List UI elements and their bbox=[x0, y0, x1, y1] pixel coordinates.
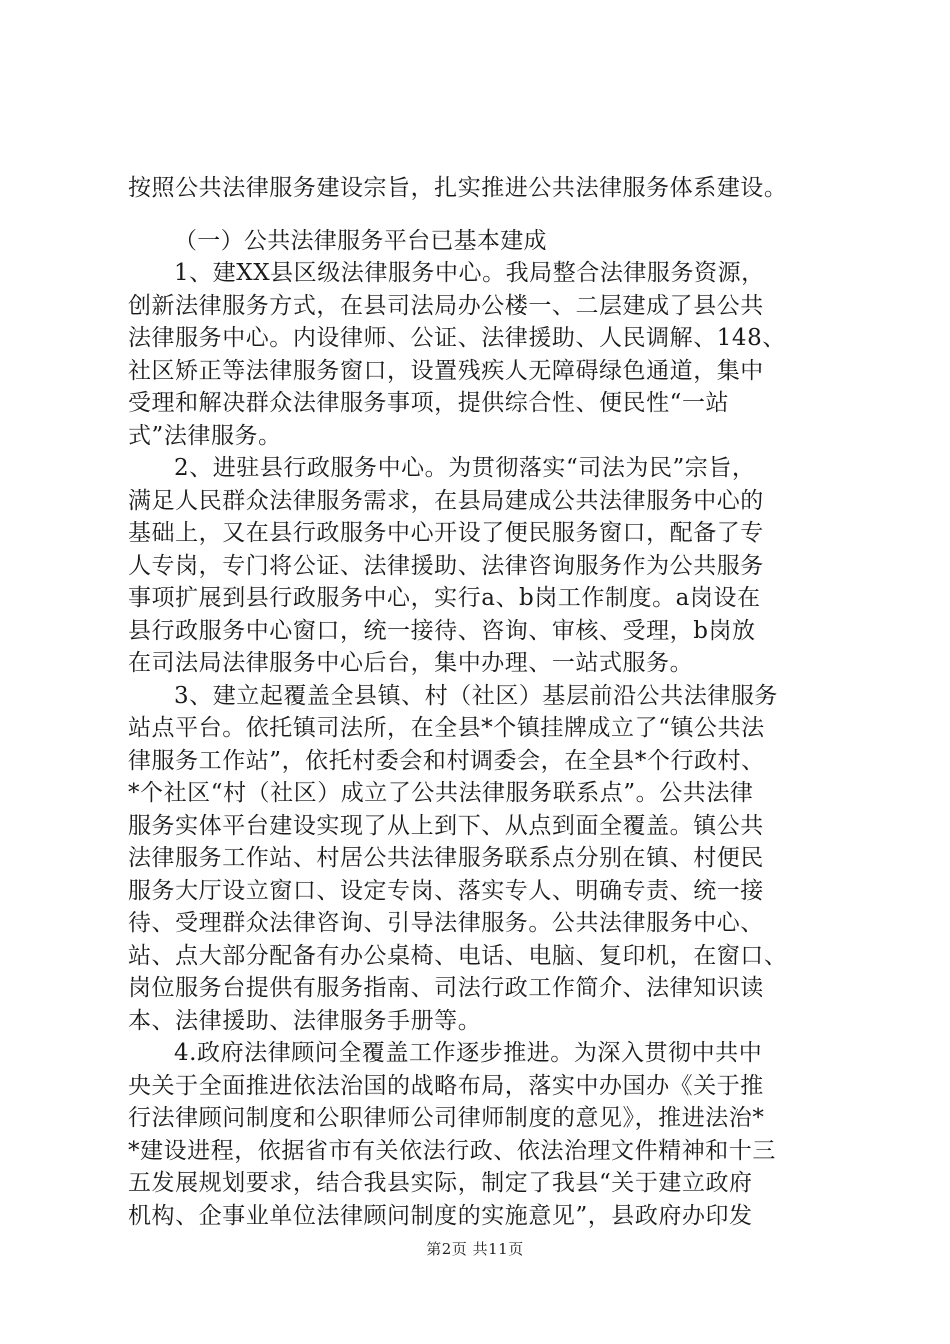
paragraph-line: 机构、企事业单位法律顾问制度的实施意见”，县政府办印发 bbox=[128, 1202, 753, 1229]
paragraph-line: 央关于全面推进依法治国的战略布局，落实中办国办《关于推 bbox=[128, 1072, 764, 1099]
paragraph-line: 4.政府法律顾问全覆盖工作逐步推进。为深入贯彻中共中 bbox=[174, 1040, 763, 1066]
paragraph-line: 受理和解决群众法律服务事项，提供综合性、便民性“一站 bbox=[128, 390, 730, 416]
paragraph-line: 五发展规划要求，结合我县实际，制定了我县“关于建立政府 bbox=[128, 1170, 753, 1196]
page-indicator: 第2页 共11页 bbox=[426, 1240, 524, 1258]
paragraph-line: 行法律顾问制度和公职律师公司律师制度的意见》，推进法治* bbox=[128, 1105, 765, 1131]
paragraph-line: 社区矫正等法律服务窗口，设置残疾人无障碍绿色通道，集中 bbox=[128, 357, 764, 384]
paragraph-line: 在司法局法律服务中心后台，集中办理、一站式服务。 bbox=[128, 650, 694, 676]
document-body bbox=[128, 172, 848, 1232]
paragraph-line: 岗位服务台提供有服务指南、司法行政工作简介、法律知识读 bbox=[128, 975, 764, 1001]
section-heading: （一）公共法律服务平台已基本建成 bbox=[174, 227, 547, 254]
paragraph-3 bbox=[128, 680, 848, 1038]
paragraph-2 bbox=[128, 452, 848, 680]
lead-line: 按照公共法律服务建设宗旨，扎实推进公共法律服务体系建设。 bbox=[128, 175, 788, 201]
paragraph-line: 2、进驻县行政服务中心。为贯彻落实“司法为民”宗旨， bbox=[174, 455, 756, 481]
paragraph-line: 满足人民群众法律服务需求，在县局建成公共法律服务中心的 bbox=[128, 487, 764, 514]
paragraph-line: 1、建XX县区级法律服务中心。我局整合法律服务资源， bbox=[174, 260, 765, 286]
paragraph-line: 事项扩展到县行政服务中心，实行a、b岗工作制度。a岗设在 bbox=[128, 585, 761, 611]
paragraph-line: *个社区“村（社区）成立了公共法律服务联系点”。公共法律 bbox=[128, 780, 754, 806]
paragraph-1 bbox=[128, 257, 848, 452]
paragraph-line: 创新法律服务方式，在县司法局办公楼一、二层建成了县公共 bbox=[128, 292, 764, 319]
paragraph-line: 法律服务工作站、村居公共法律服务联系点分别在镇、村便民 bbox=[128, 845, 764, 871]
paragraph-line: 站点平台。依托镇司法所，在全县*个镇挂牌成立了“镇公共法 bbox=[128, 715, 765, 741]
paragraph-line: 本、法律援助、法律服务手册等。 bbox=[128, 1007, 482, 1034]
paragraph-line: 站、点大部分配备有办公桌椅、电话、电脑、复印机，在窗口、 bbox=[128, 942, 788, 969]
paragraph-line: 待、受理群众法律咨询、引导法律服务。公共法律服务中心、 bbox=[128, 910, 764, 936]
paragraph-line: 法律服务中心。内设律师、公证、法律援助、人民调解、148、 bbox=[128, 325, 786, 351]
paragraph-line: 式”法律服务。 bbox=[128, 422, 282, 449]
paragraph-line: *建设进程，依据省市有关依法行政、依法治理文件精神和十三 bbox=[128, 1137, 776, 1164]
paragraph-4 bbox=[128, 1037, 848, 1232]
paragraph-line: 人专岗，专门将公证、法律援助、法律咨询服务作为公共服务 bbox=[128, 552, 764, 579]
paragraph-line: 服务大厅设立窗口、设定专岗、落实专人、明确专责、统一接 bbox=[128, 877, 764, 904]
paragraph-line: 基础上，又在县行政服务中心开设了便民服务窗口，配备了专 bbox=[128, 520, 764, 546]
paragraph-line: 律服务工作站”，依托村委会和村调委会，在全县*个行政村、 bbox=[128, 747, 765, 774]
paragraph-line: 3、建立起覆盖全县镇、村（社区）基层前沿公共法律服务 bbox=[174, 682, 778, 709]
paragraph-line: 服务实体平台建设实现了从上到下、从点到面全覆盖。镇公共 bbox=[128, 812, 764, 839]
paragraph-line: 县行政服务中心窗口，统一接待、咨询、审核、受理，b岗放 bbox=[128, 617, 756, 644]
